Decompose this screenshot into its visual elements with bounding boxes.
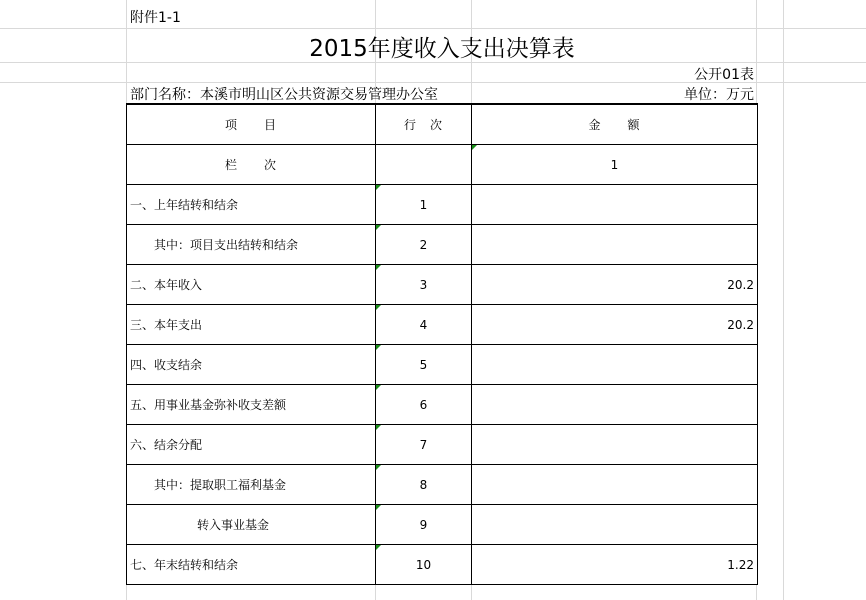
row-item: 四、收支结余	[127, 345, 376, 385]
row-line: 7	[376, 425, 472, 465]
row-line: 6	[376, 385, 472, 425]
table-row	[127, 185, 758, 225]
row-item: 五、用事业基金弥补收支差额	[127, 385, 376, 425]
column-index-row	[127, 145, 758, 185]
budget-table	[126, 103, 758, 585]
column-index-amount: 1	[472, 145, 758, 185]
page-title: 2015年度收入支出决算表	[309, 36, 575, 62]
row-amount: 1.22	[472, 545, 758, 585]
row-line: 8	[376, 465, 472, 505]
row-item: 六、结余分配	[127, 425, 376, 465]
row-item: 一、上年结转和结余	[127, 185, 376, 225]
table-row	[127, 465, 758, 505]
table-row	[127, 265, 758, 305]
row-line: 3	[376, 265, 472, 305]
row-line: 2	[376, 225, 472, 265]
header-amount: 金 额	[472, 104, 758, 145]
gridline	[0, 28, 866, 29]
row-line: 9	[376, 505, 472, 545]
unit-label: 单位：万元	[684, 87, 754, 103]
table-row	[127, 385, 758, 425]
table-row	[127, 505, 758, 545]
row-amount	[472, 225, 758, 265]
row-line: 4	[376, 305, 472, 345]
row-line: 10	[376, 545, 472, 585]
table-row	[127, 305, 758, 345]
row-amount	[472, 345, 758, 385]
table-row	[127, 425, 758, 465]
gridline	[783, 0, 784, 600]
row-item: 二、本年收入	[127, 265, 376, 305]
row-amount	[472, 385, 758, 425]
row-amount: 20.2	[472, 305, 758, 345]
table-row	[127, 225, 758, 265]
row-item: 三、本年支出	[127, 305, 376, 345]
row-line: 1	[376, 185, 472, 225]
table-row	[127, 545, 758, 585]
row-amount	[472, 185, 758, 225]
table-row	[127, 345, 758, 385]
row-item: 其中：项目支出结转和结余	[127, 225, 376, 265]
header-item: 项 目	[127, 104, 376, 145]
row-item: 七、年末结转和结余	[127, 545, 376, 585]
department-name: 部门名称：本溪市明山区公共资源交易管理办公室	[130, 87, 438, 103]
attachment-label: 附件1-1	[130, 10, 181, 26]
row-amount	[472, 505, 758, 545]
row-amount	[472, 465, 758, 505]
row-item: 其中：提取职工福利基金	[127, 465, 376, 505]
row-amount: 20.2	[472, 265, 758, 305]
row-item: 转入事业基金	[127, 505, 376, 545]
header-line: 行 次	[376, 104, 472, 145]
row-amount	[472, 425, 758, 465]
table-header-row	[127, 104, 758, 145]
column-index-line	[376, 145, 472, 185]
row-line: 5	[376, 345, 472, 385]
form-code: 公开01表	[694, 67, 754, 83]
column-index-label: 栏 次	[127, 145, 376, 185]
